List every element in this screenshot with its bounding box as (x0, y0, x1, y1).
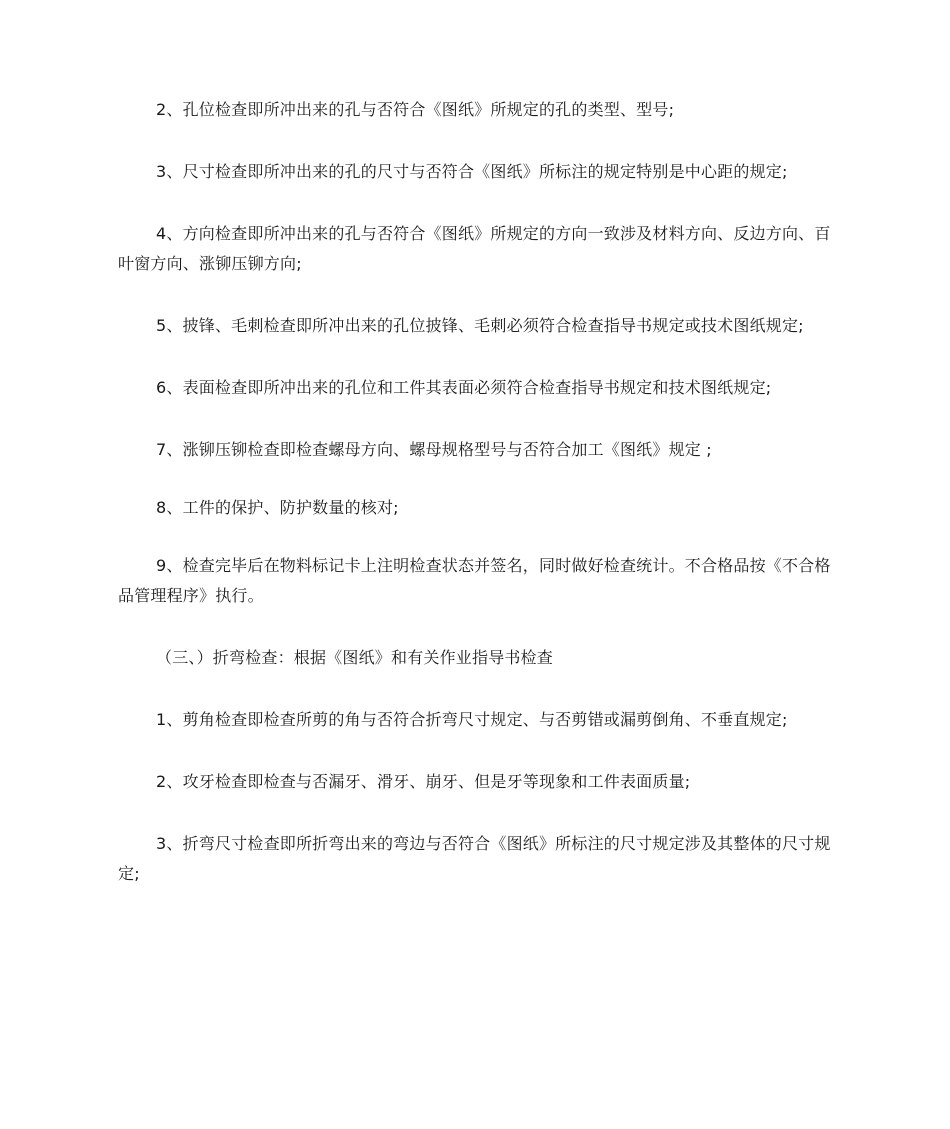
paragraph-corner-cut-check: 1、剪角检查即检查所剪的角与否符合折弯尺寸规定、与否剪错或漏剪倒角、不垂直规定; (156, 710, 788, 729)
paragraph-direction-check: 4、方向检查即所冲出来的孔与否符合《图纸》所规定的方向一致涉及材料方向、反边方向、百叶窗方向、涨铆压铆方向; (118, 224, 831, 273)
paragraph-rivet-check: 7、涨铆压铆检查即检查螺母方向、螺母规格型号与否符合加工《图纸》规定 ; (156, 440, 712, 459)
paragraph-tapping-check: 2、攻牙检查即检查与否漏牙、滑牙、崩牙、但是牙等现象和工件表面质量; (156, 772, 691, 791)
paragraph-inspection-complete: 9、检查完毕后在物料标记卡上注明检查状态并签名，同时做好检查统计。不合格品按《不合格品管理程序》执行。 (118, 556, 831, 605)
paragraph-surface-check: 6、表面检查即所冲出来的孔位和工件其表面必须符合检查指导书规定和技术图纸规定; (156, 378, 772, 397)
paragraph-burr-check: 5、披锋、毛刺检查即所冲出来的孔位披锋、毛刺必须符合检查指导书规定或技术图纸规定; (156, 316, 804, 335)
document-body (118, 95, 834, 889)
paragraph-dimension-check: 3、尺寸检查即所冲出来的孔的尺寸与否符合《图纸》所标注的规定特别是中心距的规定; (156, 162, 788, 181)
section-heading-bending-check: （三、）折弯检查：根据《图纸》和有关作业指导书检查 (156, 648, 554, 667)
paragraph-bend-dimension-check: 3、折弯尺寸检查即所折弯出来的弯边与否符合《图纸》所标注的尺寸规定涉及其整体的尺寸规定; (118, 834, 831, 883)
paragraph-hole-position-check: 2、孔位检查即所冲出来的孔与否符合《图纸》所规定的孔的类型、型号; (156, 100, 675, 119)
paragraph-protection-check: 8、工件的保护、防护数量的核对; (156, 498, 399, 517)
